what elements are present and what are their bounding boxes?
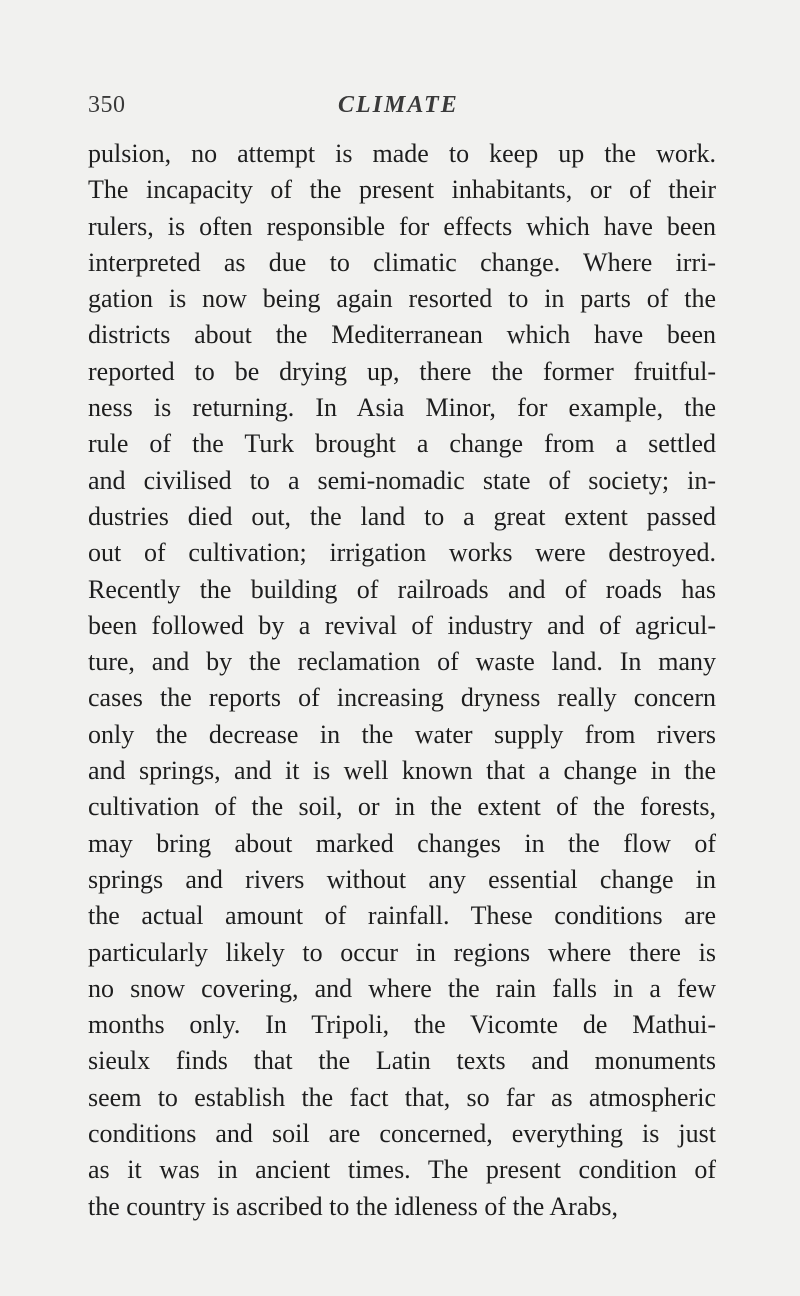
text-line: gation is now being again resorted to in parts of the	[88, 284, 716, 314]
text-line: only the decrease in the water supply from rivers	[88, 719, 716, 749]
text-line: been followed by a revival of industry and of agricul-	[88, 610, 716, 640]
text-line: months only. In Tripoli, the Vicomte de Mathui-	[88, 1010, 716, 1040]
text-line: conditions and soil are concerned, everything is just	[88, 1119, 716, 1149]
text-line: the country is ascribed to the idleness of the Arabs,	[88, 1191, 618, 1221]
text-line: and springs, and it is well known that a change in the	[88, 756, 716, 786]
text-line: cultivation of the soil, or in the extent of the forests,	[88, 792, 716, 822]
text-line: cases the reports of increasing dryness really concern	[88, 683, 716, 713]
text-line: pulsion, no attempt is made to keep up the work.	[88, 139, 716, 168]
text-line: ness is returning. In Asia Minor, for example, the	[88, 393, 716, 423]
text-line: out of cultivation; irrigation works were destroyed.	[88, 538, 716, 568]
text-line: seem to establish the fact that, so far as atmospheric	[88, 1082, 716, 1112]
text-line: particularly likely to occur in regions where there is	[88, 937, 716, 967]
text-line: ture, and by the reclamation of waste land. In many	[88, 647, 716, 677]
text-line: reported to be drying up, there the former fruitful-	[88, 356, 716, 386]
running-head	[88, 92, 716, 122]
text-line: may bring about marked changes in the flow of	[88, 828, 716, 858]
text-line: rulers, is often responsible for effects which have been	[88, 211, 716, 241]
text-line: The incapacity of the present inhabitants, or of their	[88, 175, 716, 205]
text-line: districts about the Mediterranean which have been	[88, 320, 716, 350]
page-number: 350	[88, 92, 126, 118]
text-line: sieulx finds that the Latin texts and monuments	[88, 1046, 716, 1076]
text-line: the actual amount of rainfall. These conditions are	[88, 901, 716, 931]
text-line: and civilised to a semi-nomadic state of society; in-	[88, 465, 716, 495]
text-line: no snow covering, and where the rain falls in a few	[88, 973, 716, 1003]
text-line: interpreted as due to climatic change. Where irri-	[88, 247, 716, 277]
text-line: Recently the building of railroads and of roads has	[88, 574, 716, 604]
text-line: rule of the Turk brought a change from a settled	[88, 429, 716, 459]
body-text	[88, 136, 716, 1225]
text-line: as it was in ancient times. The present condition of	[88, 1155, 716, 1185]
text-line: dustries died out, the land to a great extent passed	[88, 501, 716, 531]
running-title: CLIMATE	[338, 92, 459, 118]
text-line: springs and rivers without any essential change in	[88, 864, 716, 894]
